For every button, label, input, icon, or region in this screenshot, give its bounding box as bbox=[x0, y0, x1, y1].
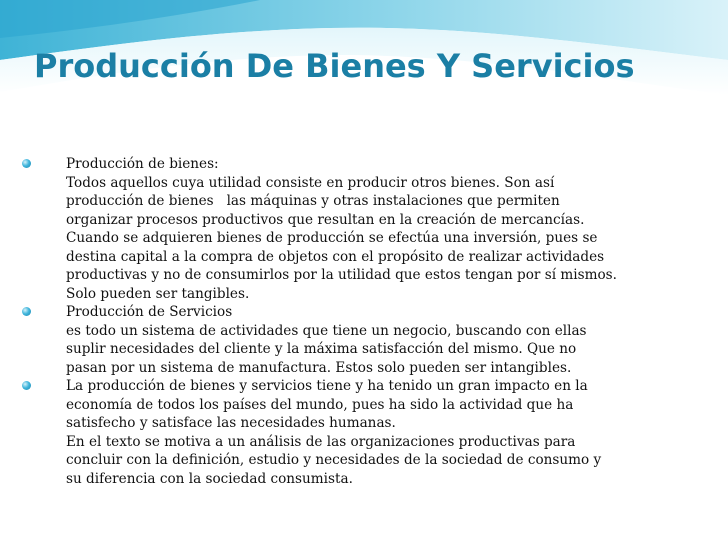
bullet-dot-icon bbox=[22, 307, 31, 316]
bullet-line: suplir necesidades del cliente y la máxima satisfacción del mismo. Que no bbox=[66, 341, 577, 357]
bullet-line: Producción de Servicios bbox=[66, 304, 233, 320]
bullet-line: destina capital a la compra de objetos con el propósito de realizar actividades bbox=[66, 248, 605, 265]
bullet-line: pasan por un sistema de manufactura. Estos solo pueden ser intangibles. bbox=[66, 359, 572, 376]
bullet-dot-icon bbox=[22, 159, 31, 168]
bullet-line: Todos aquellos cuya utilidad consiste en producir otros bienes. Son así bbox=[66, 174, 555, 191]
bullet-line: La producción de bienes y servicios tiene y ha tenido un gran impacto en la bbox=[66, 378, 588, 394]
bullet-item-servicios bbox=[20, 303, 720, 377]
slide-title: Producción De Bienes Y Servicios bbox=[34, 47, 635, 85]
bullet-line: Producción de bienes: bbox=[66, 156, 219, 172]
bullet-line: productivas y no de consumirlos por la utilidad que estos tengan por sí mismos. bbox=[66, 267, 617, 283]
bullet-line: concluir con la definición, estudio y necesidades de la sociedad de consumo y bbox=[66, 452, 602, 468]
bullet-item-impacto bbox=[20, 377, 720, 488]
bullet-line: organizar procesos productivos que resultan en la creación de mercancías. bbox=[66, 211, 585, 228]
bullet-line: Solo pueden ser tangibles. bbox=[66, 285, 250, 302]
bullet-line: Cuando se adquieren bienes de producción se efectúa una inversión, pues se bbox=[66, 230, 598, 246]
bullet-line: En el texto se motiva a un análisis de las organizaciones productivas para bbox=[66, 433, 576, 450]
bullet-list bbox=[20, 155, 720, 488]
bullet-line: satisfecho y satisface las necesidades humanas. bbox=[66, 415, 396, 431]
bullet-line: es todo un sistema de actividades que tiene un negocio, buscando con ellas bbox=[66, 322, 587, 339]
bullet-line: economía de todos los países del mundo, pues ha sido la actividad que ha bbox=[66, 396, 574, 413]
bullet-line: producción de bienes las máquinas y otras instalaciones que permiten bbox=[66, 193, 560, 209]
bullet-line: su diferencia con la sociedad consumista. bbox=[66, 470, 353, 487]
bullet-item-bienes bbox=[20, 155, 720, 303]
bullet-dot-icon bbox=[22, 381, 31, 390]
